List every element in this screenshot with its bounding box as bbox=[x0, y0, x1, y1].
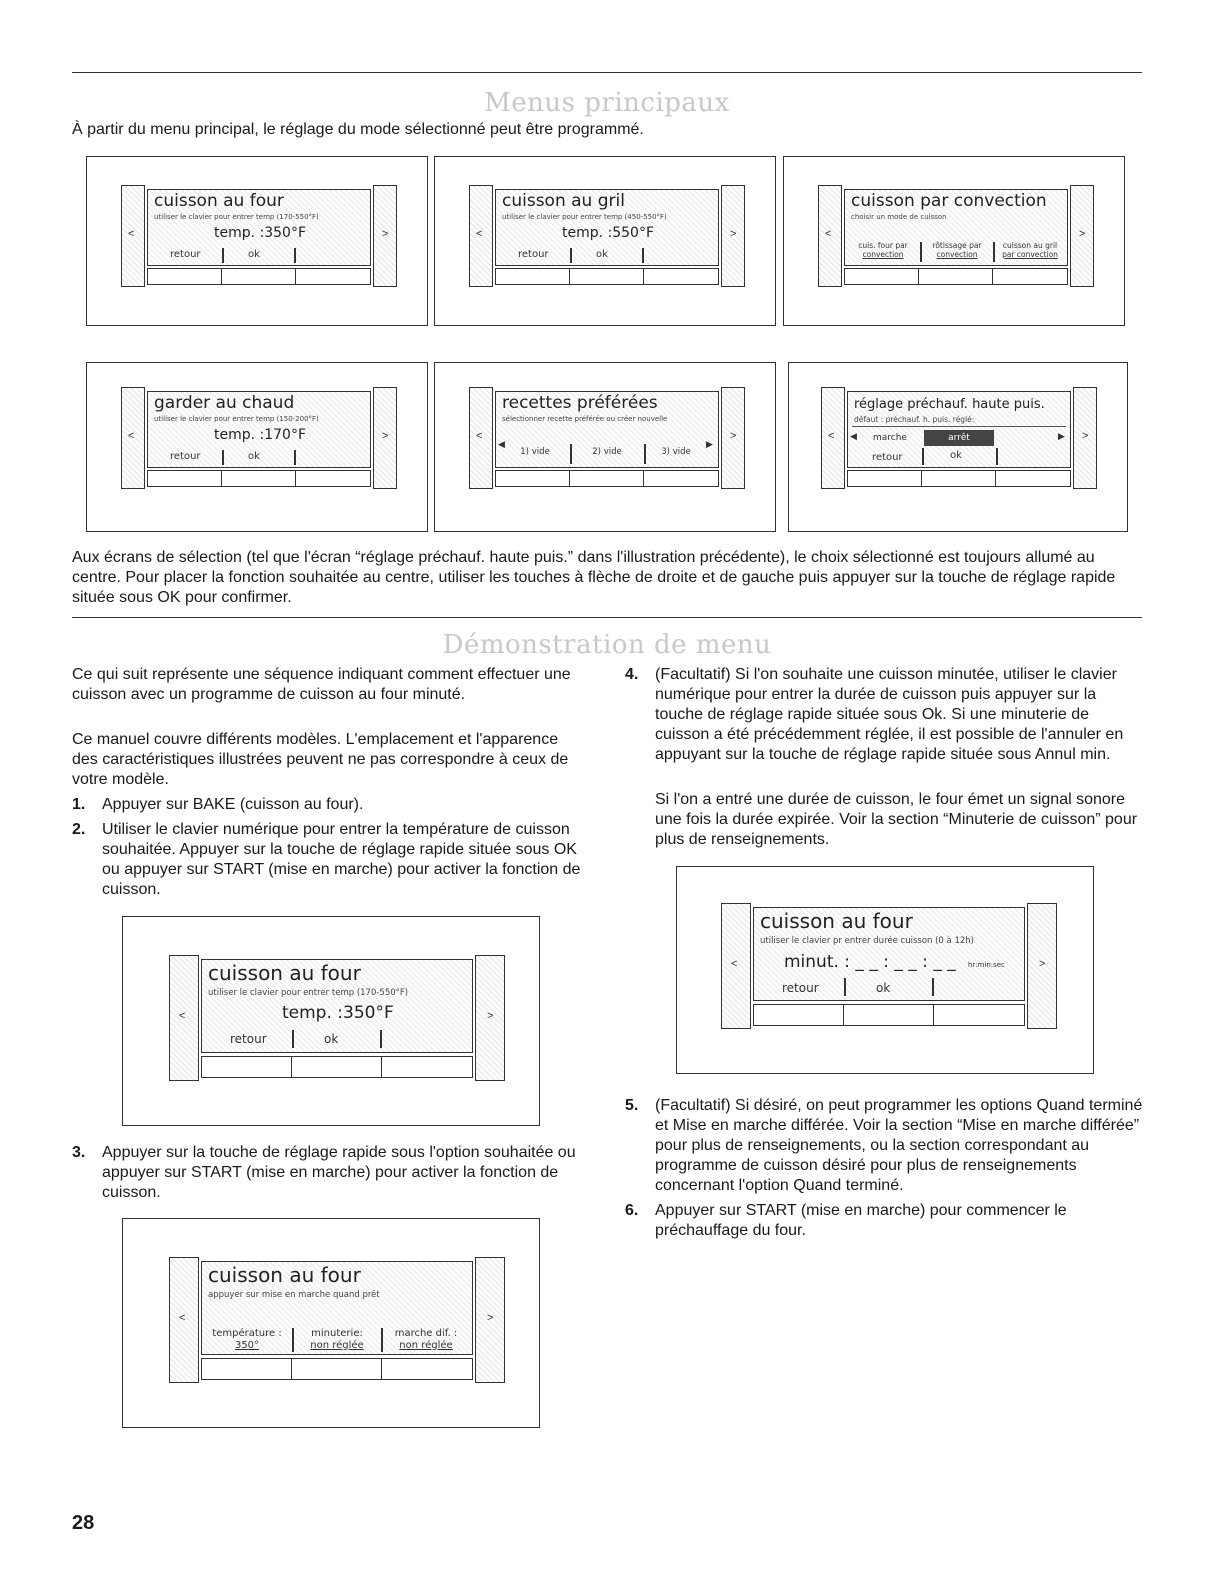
figure-preheat-screen bbox=[788, 362, 1128, 532]
soft-key-3[interactable] bbox=[381, 1358, 473, 1380]
left-arrow-icon: < bbox=[179, 1312, 186, 1324]
back-label: retour bbox=[170, 451, 201, 462]
option-convect-broil: cuisson au gril par convection bbox=[1002, 241, 1058, 259]
scroll-left-icon: ◀ bbox=[498, 440, 505, 450]
left-key-column bbox=[721, 903, 751, 1029]
ok-label: ok bbox=[324, 1032, 339, 1046]
back-label: retour bbox=[518, 249, 549, 260]
screen-subtitle: utiliser le clavier pour entrer temp (170-550°F) bbox=[154, 213, 319, 221]
back-label: retour bbox=[782, 981, 819, 995]
soft-key-1[interactable] bbox=[201, 1358, 293, 1380]
left-key-column bbox=[818, 185, 842, 287]
section-heading-menu-demo: Démonstration de menu bbox=[442, 630, 772, 660]
left-key-column bbox=[469, 185, 493, 287]
display-panel bbox=[169, 1257, 505, 1383]
soft-key-1[interactable] bbox=[147, 268, 223, 285]
ok-label: ok bbox=[248, 249, 260, 260]
soft-key-3[interactable] bbox=[295, 470, 371, 487]
right-arrow-icon: > bbox=[1082, 430, 1089, 442]
soft-keys bbox=[847, 470, 1069, 487]
separator bbox=[932, 978, 934, 996]
scroll-right-icon: ▶ bbox=[706, 440, 713, 450]
figure-demo-bake-ready bbox=[122, 1218, 540, 1428]
soft-key-2[interactable] bbox=[221, 268, 297, 285]
soft-key-1[interactable] bbox=[147, 470, 223, 487]
intro-text: À partir du menu principal, le réglage du mode sélectionné peut être programmé. bbox=[72, 121, 644, 138]
right-key-column bbox=[1073, 387, 1097, 489]
separator bbox=[292, 1030, 294, 1048]
screen-title: cuisson au gril bbox=[502, 191, 625, 211]
screen-subtitle: utiliser le clavier pr entrer durée cuisson (0 à 12h) bbox=[760, 936, 974, 946]
soft-key-3[interactable] bbox=[995, 470, 1071, 487]
soft-key-3[interactable] bbox=[643, 268, 719, 285]
separator bbox=[922, 448, 924, 465]
option-timer: minuterie: non réglée bbox=[310, 1328, 364, 1351]
step-4-note: Si l'on a entré une durée de cuisson, le four émet un signal sonore une fois la durée expirée. Voir la section “Minuterie de cuisson” pour plus de renseignements. bbox=[655, 791, 1138, 848]
ok-label: ok bbox=[248, 451, 260, 462]
divider bbox=[852, 426, 1066, 427]
screen-subtitle: utiliser le clavier pour entrer temp (450-550°F) bbox=[502, 213, 667, 221]
soft-keys bbox=[201, 1358, 471, 1380]
page-number: 28 bbox=[72, 1512, 95, 1534]
temp-value: temp. :350°F bbox=[282, 1003, 394, 1023]
display-panel bbox=[469, 185, 745, 287]
step-2 bbox=[72, 820, 587, 902]
screen-subtitle: défaut : préchauf. h. puis. réglé: bbox=[854, 415, 975, 424]
soft-key-2[interactable] bbox=[221, 470, 297, 487]
step-text: (Facultatif) Si l'on souhaite une cuisson minutée, utiliser le clavier numérique pour entrer la durée de cuisson puis appuyer sur la touche de réglage rapide située sous Ok. Si une minuterie de cuisson a été précédemment réglée, il est possible de l'annuler en appuyant sur la touche de réglage rapide située sous Annul min. bbox=[655, 666, 1124, 763]
soft-key-3[interactable] bbox=[643, 470, 719, 487]
step-5 bbox=[625, 1096, 1145, 1198]
soft-key-2[interactable] bbox=[569, 470, 645, 487]
soft-key-1[interactable] bbox=[495, 470, 571, 487]
step-text: Utiliser le clavier numérique pour entrer la température de cuisson souhaitée. Appuyer sur la touche de réglage rapide située sous OK ou appuyer sur START (mise en marche) pour activer la fonction de cuisson. bbox=[102, 821, 581, 898]
back-label: retour bbox=[872, 452, 903, 463]
left-arrow-icon: < bbox=[828, 430, 835, 442]
step-number: 1. bbox=[72, 796, 86, 813]
favorite-slot-1: 1) vide bbox=[520, 447, 550, 457]
screen-title: cuisson au four bbox=[208, 961, 361, 985]
left-key-column bbox=[169, 955, 199, 1081]
soft-key-3[interactable] bbox=[381, 1056, 473, 1078]
right-key-column bbox=[721, 387, 745, 489]
soft-key-2[interactable] bbox=[918, 268, 994, 285]
soft-key-2[interactable] bbox=[921, 470, 997, 487]
step-text: (Facultatif) Si désiré, on peut programmer les options Quand terminé et Mise en marche différée. Voir la section “Mise en marche différée” pour plus de renseignements, ou la section correspondant au programme de cuisson désiré pour plus de renseignements concernant l'option Quand terminé. bbox=[655, 1097, 1143, 1194]
temp-value: temp. :170°F bbox=[214, 427, 307, 443]
display-panel bbox=[818, 185, 1094, 287]
screen-subtitle: utiliser le clavier pour entrer temp (150-200°F) bbox=[154, 415, 319, 423]
figure-broil-screen bbox=[434, 156, 776, 326]
step-4 bbox=[625, 665, 1145, 787]
left-arrow-icon: < bbox=[128, 430, 135, 442]
models-note-paragraph: Ce manuel couvre différents modèles. L'emplacement et l'apparence des caractéristiques illustrées peuvent ne pas correspondre à ceux de votre modèle. bbox=[72, 731, 569, 788]
separator bbox=[844, 978, 846, 996]
right-key-column bbox=[373, 185, 397, 287]
soft-key-2[interactable] bbox=[291, 1056, 383, 1078]
display-panel bbox=[121, 185, 397, 287]
step-text: Appuyer sur START (mise en marche) pour commencer le préchauffage du four. bbox=[655, 1202, 1067, 1239]
lcd-screen bbox=[847, 391, 1071, 468]
right-arrow-icon: > bbox=[1039, 958, 1046, 970]
soft-keys bbox=[147, 470, 369, 487]
soft-key-1[interactable] bbox=[844, 268, 920, 285]
soft-key-2[interactable] bbox=[843, 1004, 935, 1026]
right-arrow-icon: > bbox=[487, 1312, 494, 1324]
figure-keep-warm-screen bbox=[86, 362, 428, 532]
separator bbox=[642, 248, 644, 263]
selection-note: Aux écrans de sélection (tel que l'écran “réglage préchauf. haute puis.” dans l'illustration précédente), le choix sélectionné est toujours allumé au centre. Pour placer la fonction souhaitée au centre, utiliser les touches à flèche de droite et de gauche puis appuyer sur la touche de réglage rapide située sous OK pour confirmer. bbox=[72, 549, 1116, 606]
favorite-slot-2: 2) vide bbox=[592, 447, 622, 457]
top-rule bbox=[72, 72, 1142, 73]
right-arrow-icon: > bbox=[382, 430, 389, 442]
right-arrow-icon: > bbox=[730, 430, 737, 442]
lcd-screen bbox=[201, 959, 473, 1053]
screen-subtitle: utiliser le clavier pour entrer temp (170-550°F) bbox=[208, 988, 409, 998]
soft-key-3[interactable] bbox=[295, 268, 371, 285]
lcd-screen bbox=[495, 391, 719, 468]
option-convect-bake: cuis. four par convection bbox=[858, 241, 908, 259]
soft-keys bbox=[844, 268, 1066, 285]
soft-key-1[interactable] bbox=[847, 470, 923, 487]
figure-bake-screen bbox=[86, 156, 428, 326]
timer-unit: hr:min:sec bbox=[968, 961, 1005, 969]
option-on: marche bbox=[873, 433, 907, 443]
step-6 bbox=[625, 1201, 1145, 1243]
back-label: retour bbox=[230, 1032, 267, 1046]
temp-value: temp. :550°F bbox=[562, 225, 655, 241]
separator bbox=[380, 1030, 382, 1048]
option-off-selected: arrêt bbox=[924, 430, 994, 446]
ok-label: ok bbox=[596, 249, 608, 260]
step-number: 5. bbox=[625, 1097, 639, 1114]
figure-favorites-screen bbox=[434, 362, 776, 532]
figure-demo-timer bbox=[676, 866, 1094, 1074]
section-heading-main-menus: Menus principaux bbox=[484, 88, 730, 118]
soft-key-1[interactable] bbox=[201, 1056, 293, 1078]
right-key-column bbox=[373, 387, 397, 489]
display-panel bbox=[121, 387, 397, 489]
step-text: Appuyer sur BAKE (cuisson au four). bbox=[102, 796, 364, 813]
left-arrow-icon: < bbox=[128, 228, 135, 240]
soft-keys bbox=[201, 1056, 471, 1078]
step-1 bbox=[72, 795, 587, 817]
screen-subtitle: sélectionner recette préférée ou créer nouvelle bbox=[502, 415, 668, 423]
separator bbox=[570, 248, 572, 263]
right-key-column bbox=[721, 185, 745, 287]
soft-keys bbox=[753, 1004, 1023, 1026]
right-key-column bbox=[1070, 185, 1094, 287]
separator bbox=[294, 248, 296, 263]
step-number: 2. bbox=[72, 821, 86, 838]
left-arrow-icon: < bbox=[476, 228, 483, 240]
screen-title: cuisson au four bbox=[760, 909, 913, 933]
option-temperature: température : 350° bbox=[212, 1328, 282, 1351]
left-arrow-icon: < bbox=[731, 958, 738, 970]
right-key-column bbox=[1027, 903, 1057, 1029]
display-panel bbox=[469, 387, 745, 489]
option-delay-start: marche dif. : non réglée bbox=[394, 1328, 458, 1351]
separator bbox=[294, 450, 296, 465]
scroll-left-icon: ◀ bbox=[850, 432, 857, 442]
right-arrow-icon: > bbox=[1079, 228, 1086, 240]
screen-subtitle: appuyer sur mise en marche quand prêt bbox=[208, 1290, 380, 1300]
lcd-screen bbox=[147, 189, 371, 266]
step-number: 3. bbox=[72, 1144, 86, 1161]
lcd-screen bbox=[201, 1261, 473, 1355]
soft-key-3[interactable] bbox=[933, 1004, 1025, 1026]
scroll-right-icon: ▶ bbox=[1058, 432, 1065, 442]
soft-key-2[interactable] bbox=[569, 268, 645, 285]
screen-title: réglage préchauf. haute puis. bbox=[854, 397, 1045, 412]
left-arrow-icon: < bbox=[476, 430, 483, 442]
separator bbox=[996, 448, 998, 465]
screen-title: garder au chaud bbox=[154, 393, 295, 413]
screen-title: cuisson au four bbox=[208, 1263, 361, 1287]
left-key-column bbox=[121, 185, 145, 287]
right-arrow-icon: > bbox=[382, 228, 389, 240]
separator bbox=[222, 450, 224, 465]
screen-title: recettes préférées bbox=[502, 393, 658, 413]
ok-label: ok bbox=[876, 981, 891, 995]
soft-keys bbox=[495, 268, 717, 285]
lcd-screen bbox=[844, 189, 1068, 266]
right-arrow-icon: > bbox=[730, 228, 737, 240]
left-key-column bbox=[469, 387, 493, 489]
temp-value: temp. :350°F bbox=[214, 225, 307, 241]
left-arrow-icon: < bbox=[825, 228, 832, 240]
figure-demo-bake-temp bbox=[122, 916, 540, 1126]
left-key-column bbox=[121, 387, 145, 489]
step-number: 6. bbox=[625, 1202, 639, 1219]
soft-key-2[interactable] bbox=[291, 1358, 383, 1380]
back-label: retour bbox=[170, 249, 201, 260]
timer-value: minut. : _ _ : _ _ : _ _ bbox=[784, 952, 956, 972]
screen-subtitle: choisir un mode de cuisson bbox=[851, 213, 947, 221]
separator bbox=[222, 248, 224, 263]
soft-keys bbox=[147, 268, 369, 285]
display-panel bbox=[821, 387, 1097, 489]
lcd-screen bbox=[147, 391, 371, 468]
section-rule bbox=[72, 617, 1142, 618]
left-key-column bbox=[821, 387, 845, 489]
soft-keys bbox=[495, 470, 717, 487]
left-key-column bbox=[169, 1257, 199, 1383]
screen-title: cuisson par convection bbox=[851, 191, 1047, 211]
right-key-column bbox=[475, 955, 505, 1081]
screen-title: cuisson au four bbox=[154, 191, 284, 211]
figure-convection-screen bbox=[783, 156, 1125, 326]
step-3 bbox=[72, 1143, 587, 1205]
ok-label: ok bbox=[950, 450, 962, 461]
left-arrow-icon: < bbox=[179, 1010, 186, 1022]
right-arrow-icon: > bbox=[487, 1010, 494, 1022]
step-number: 4. bbox=[625, 666, 639, 683]
display-panel bbox=[169, 955, 505, 1081]
soft-key-3[interactable] bbox=[992, 268, 1068, 285]
soft-key-1[interactable] bbox=[753, 1004, 845, 1026]
option-convect-roast: rôtissage par convection bbox=[932, 241, 982, 259]
lcd-screen bbox=[753, 907, 1025, 1001]
favorite-slot-3: 3) vide bbox=[661, 447, 691, 457]
display-panel bbox=[721, 903, 1057, 1029]
lcd-screen bbox=[495, 189, 719, 266]
demo-intro-paragraph: Ce qui suit représente une séquence indiquant comment effectuer une cuisson avec un programme de cuisson au four minuté. bbox=[72, 666, 571, 703]
soft-key-1[interactable] bbox=[495, 268, 571, 285]
right-key-column bbox=[475, 1257, 505, 1383]
step-text: Appuyer sur la touche de réglage rapide sous l'option souhaitée ou appuyer sur START (mise en marche) pour activer la fonction de cuisson. bbox=[102, 1144, 576, 1201]
